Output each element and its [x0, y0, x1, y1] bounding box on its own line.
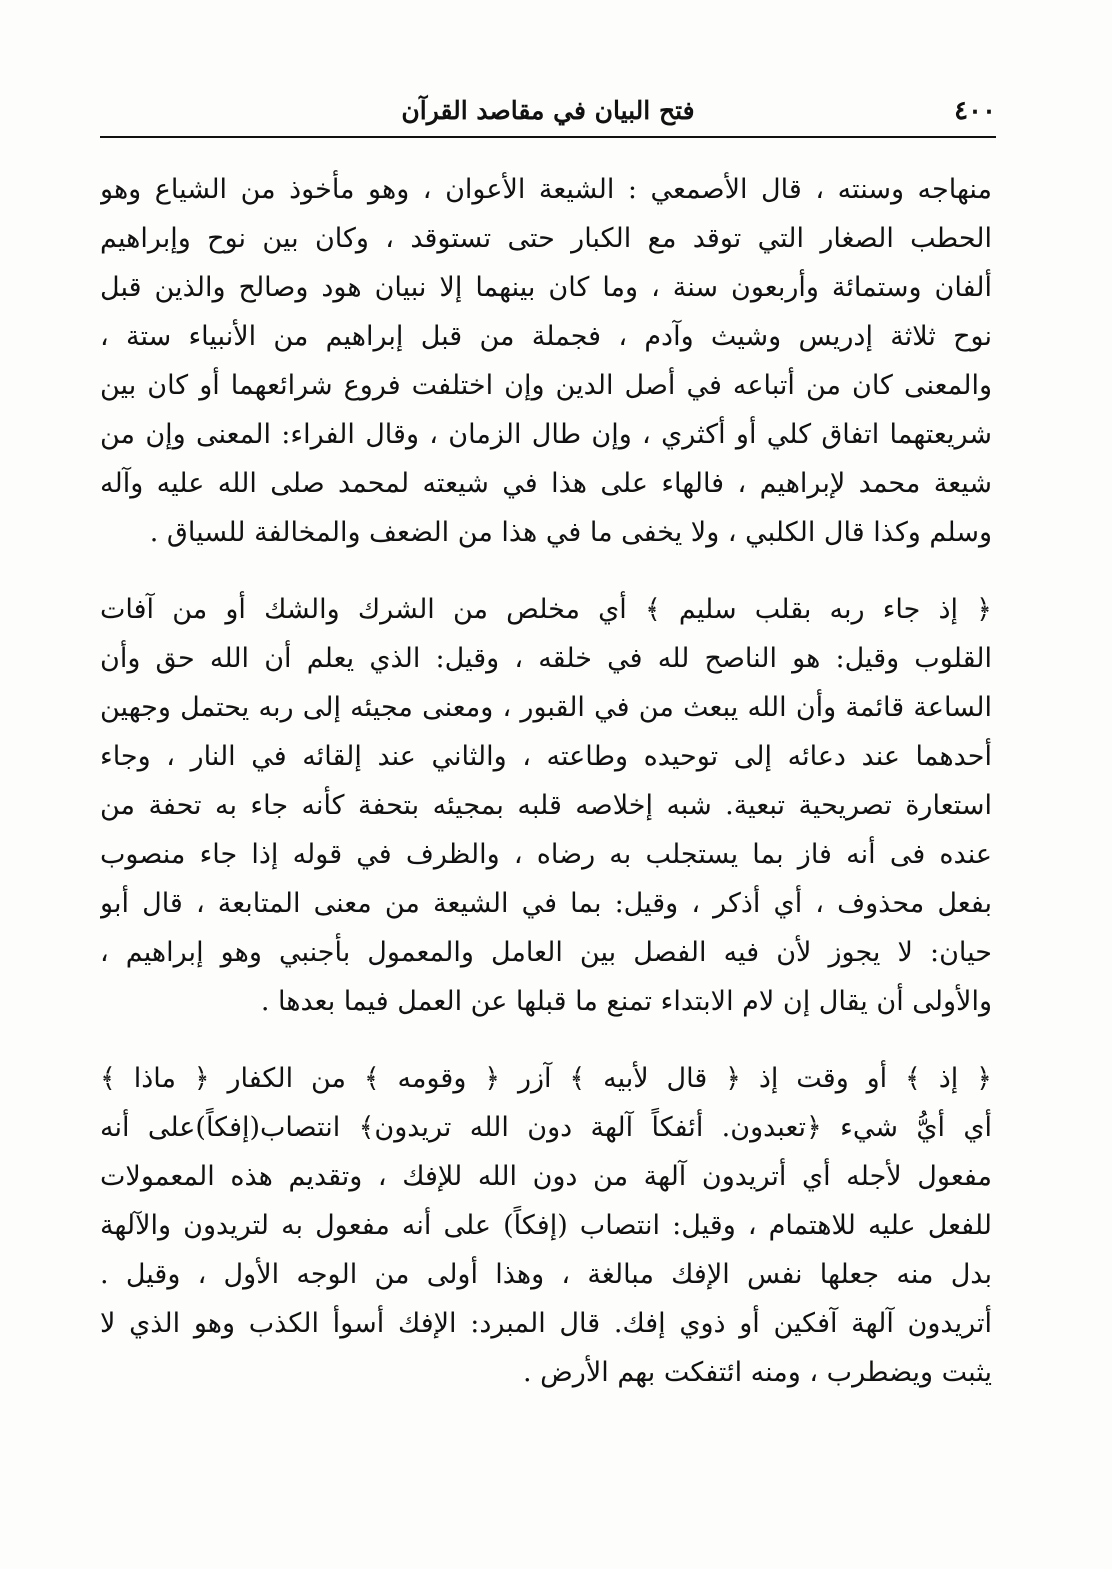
text-line: شريعتهما اتفاق كلي أو أكثري ، وإن طال الزمان ، وقال الفراء: المعنى وإن من: [100, 419, 992, 450]
page-number: ٤٠٠: [954, 96, 996, 126]
text-line: والمعنى كان من أتباعه في أصل الدين وإن اختلفت فروع شرائعهما أو كان بين: [100, 370, 992, 401]
text-line: نوح ثلاثة إدريس وشيث وآدم ، فجملة من قبل إبراهيم من الأنبياء ستة ،: [100, 321, 992, 352]
text-line: حيان: لا يجوز لأن فيه الفصل بين العامل والمعمول بأجنبي وهو إبراهيم ،: [100, 937, 992, 968]
text-line: بفعل محذوف ، أي أذكر ، وقيل: بما في الشيعة من معنى المتابعة ، قال أبو: [100, 888, 992, 919]
text-line: أتريدون آلهة آفكين أو ذوي إفك. قال المبرد: الإفك أسوأ الكذب وهو الذي لا: [100, 1308, 992, 1339]
text-line: منهاجه وسنته ، قال الأصمعي : الشيعة الأعوان ، وهو مأخوذ من الشياع وهو: [100, 174, 992, 205]
text-line: استعارة تصريحية تبعية. شبه إخلاصه قلبه بمجيئه بتحفة كأنه جاء به تحفة من: [100, 790, 992, 821]
text-line: القلوب وقيل: هو الناصح لله في خلقه ، وقيل: الذي يعلم أن الله حق وأن: [100, 643, 992, 674]
page-header: [100, 78, 996, 138]
paragraph-3: [100, 1054, 992, 1397]
text-line: للفعل عليه للاهتمام ، وقيل: انتصاب (إفكاً) على أنه مفعول به لتريدون والآلهة: [100, 1210, 992, 1241]
page-body: [100, 165, 992, 1425]
text-line: عنده فى أنه فاز بما يستجلب به رضاه ، والظرف في قوله إذا جاء منصوب: [100, 839, 992, 870]
text-line: الحطب الصغار التي توقد مع الكبار حتى تستوقد ، وكان بين نوح وإبراهيم: [100, 223, 992, 254]
text-line: أي أيُّ شيء ﴿تعبدون. أئفكاً آلهة دون الله تريدون﴾ انتصاب(إفكاً)على أنه: [100, 1112, 992, 1143]
running-title: فتح البيان في مقاصد القرآن: [401, 96, 695, 125]
paragraph-2: [100, 585, 992, 1026]
text-line: بدل منه جعلها نفس الإفك مبالغة ، وهذا أولى من الوجه الأول ، وقيل .: [100, 1259, 992, 1290]
text-line: ﴿ إذ جاء ربه بقلب سليم ﴾ أي مخلص من الشرك والشك أو من آفات: [100, 594, 992, 625]
text-line: والأولى أن يقال إن لام الابتداء تمنع ما قبلها عن العمل فيما بعدها .: [260, 986, 992, 1017]
text-line: ﴿ إذ ﴾ أو وقت إذ ﴿ قال لأبيه ﴾ آزر ﴿ وقومه ﴾ من الكفار ﴿ ماذا ﴾: [100, 1063, 992, 1094]
text-line: شيعة محمد لإبراهيم ، فالهاء على هذا في شيعته لمحمد صلى الله عليه وآله: [100, 468, 992, 499]
text-line: وسلم وكذا قال الكلبي ، ولا يخفى ما في هذا من الضعف والمخالفة للسياق .: [149, 517, 992, 548]
text-line: ألفان وستمائة وأربعون سنة ، وما كان بينهما إلا نبيان هود وصالح والذين قبل: [100, 272, 992, 303]
text-line: الساعة قائمة وأن الله يبعث من في القبور ، ومعنى مجيئه إلى ربه يحتمل وجهين: [100, 692, 992, 723]
text-line: مفعول لأجله أي أتريدون آلهة من دون الله للإفك ، وتقديم هذه المعمولات: [100, 1161, 992, 1192]
text-line: أحدهما عند دعائه إلى توحيده وطاعته ، والثاني عند إلقائه في النار ، وجاء: [100, 741, 992, 772]
paragraph-1: [100, 165, 992, 557]
text-line: يثبت ويضطرب ، ومنه ائتفكت بهم الأرض .: [522, 1357, 992, 1388]
header-rule: [100, 136, 996, 138]
